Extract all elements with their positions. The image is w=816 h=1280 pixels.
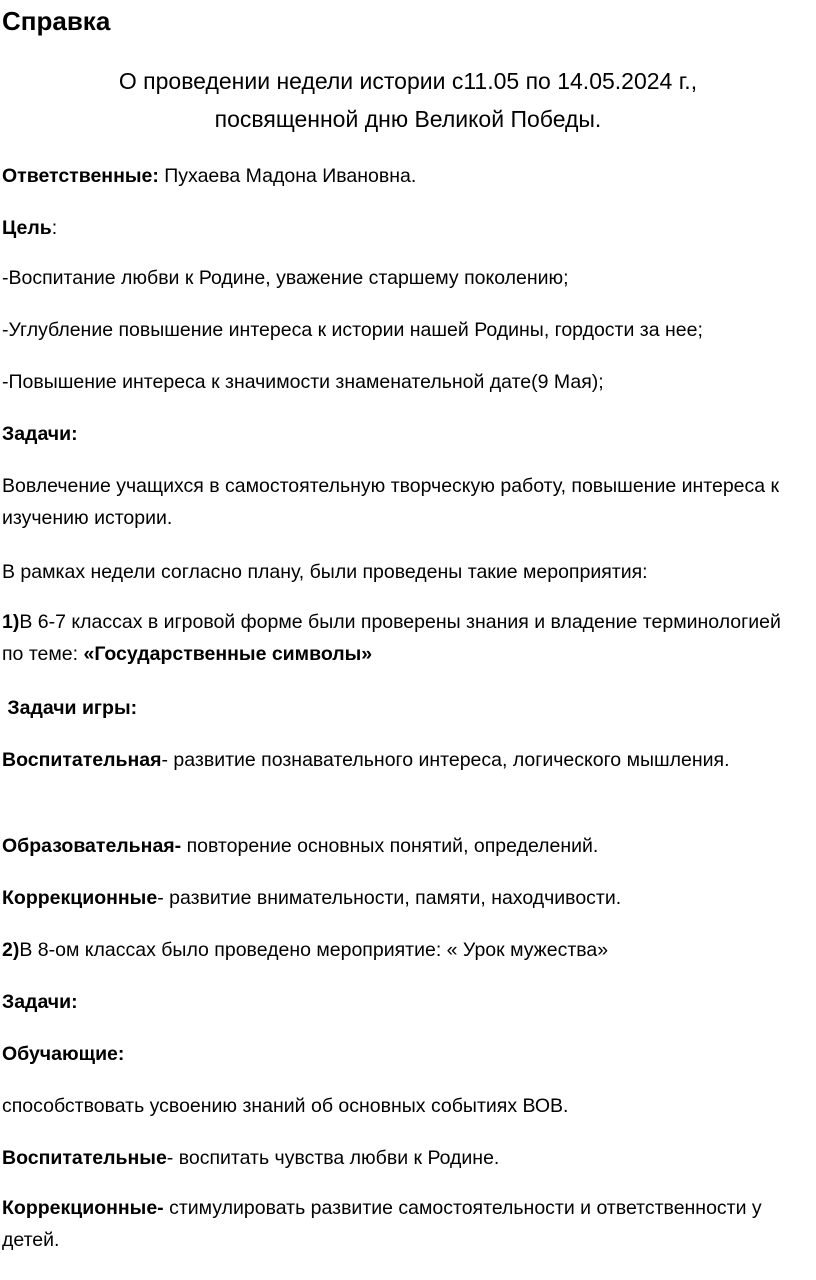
correctional-2-label: Коррекционные- [2, 1197, 164, 1219]
correctional-2-text: стимулировать развитие самостоятельности и ответственности у детей. [2, 1197, 762, 1251]
goal-colon: : [51, 217, 58, 239]
event-1-topic: «Государственные символы» [83, 643, 373, 665]
game-task-formative [2, 830, 802, 862]
tasks-heading [2, 418, 802, 450]
tasks-text: Вовлечение учащихся в самостоятельную творческую работу, повышение интереса к изучению истории. [2, 475, 780, 529]
responsible-name: Пухаева Мадона Ивановна. [158, 165, 417, 187]
tasks-2-heading [2, 986, 802, 1018]
event-2-text: В 8-ом классах было проведено мероприятие: « Урок мужества» [19, 939, 609, 961]
goal-item: -Углубление повышение интереса к истории нашей Родины, гордости за нее; [2, 319, 703, 341]
plan-intro: В рамках недели согласно плану, были проведены такие мероприятия: [2, 561, 648, 583]
game-task-educational-label: Воспитательная [2, 749, 162, 771]
goal-heading [2, 212, 802, 244]
event-2-number: 2) [2, 939, 20, 961]
teaching-heading [2, 1038, 802, 1070]
event-1-number: 1) [2, 611, 20, 633]
game-task-formative-text: повторение основных понятий, определений. [181, 835, 599, 857]
goal-item: -Воспитание любви к Родине, уважение старшему поколению; [2, 267, 569, 289]
game-task-correctional-label: Коррекционные [2, 887, 158, 909]
educational-2-label: Воспитательные [2, 1147, 167, 1169]
game-task-correctional-text: - развитие внимательности, памяти, находчивости. [157, 887, 622, 909]
game-task-educational-text: - развитие познавательного интереса, логического мышления. [161, 749, 730, 771]
educational-2-paragraph [2, 1142, 802, 1174]
goal-item: -Повышение интереса к значимости знаменательной дате(9 Мая); [2, 371, 604, 393]
responsible-label: Ответственные: [2, 165, 159, 187]
game-tasks-label: Задачи игры: [2, 697, 138, 719]
game-task-formative-label: Образовательная- [2, 835, 182, 857]
event-1-text: В 6-7 классах в игровой форме были проверены знания и владение терминологией по теме: [2, 611, 781, 665]
event-1-paragraph [2, 606, 802, 670]
goal-label: Цель [2, 217, 52, 239]
teaching-label: Обучающие: [2, 1043, 125, 1065]
tasks-2-label: Задачи: [2, 991, 78, 1013]
game-task-correctional [2, 882, 802, 914]
responsible-paragraph [2, 160, 802, 192]
document-title: Справка [2, 6, 111, 36]
event-2-paragraph [2, 934, 802, 966]
correctional-2-paragraph [2, 1192, 802, 1256]
document-subtitle [0, 62, 816, 138]
game-task-educational [2, 744, 802, 776]
tasks-label: Задачи: [2, 423, 78, 445]
subtitle-line-1: О проведении недели истории с11.05 по 14.05.2024 г., [118, 68, 698, 94]
educational-2-text: - воспитать чувства любви к Родине. [166, 1147, 500, 1169]
game-tasks-heading [2, 692, 802, 724]
teaching-text: способствовать усвоению знаний об основных событиях ВОВ. [2, 1095, 569, 1117]
subtitle-line-2: посвященной дню Великой Победы. [214, 106, 602, 132]
